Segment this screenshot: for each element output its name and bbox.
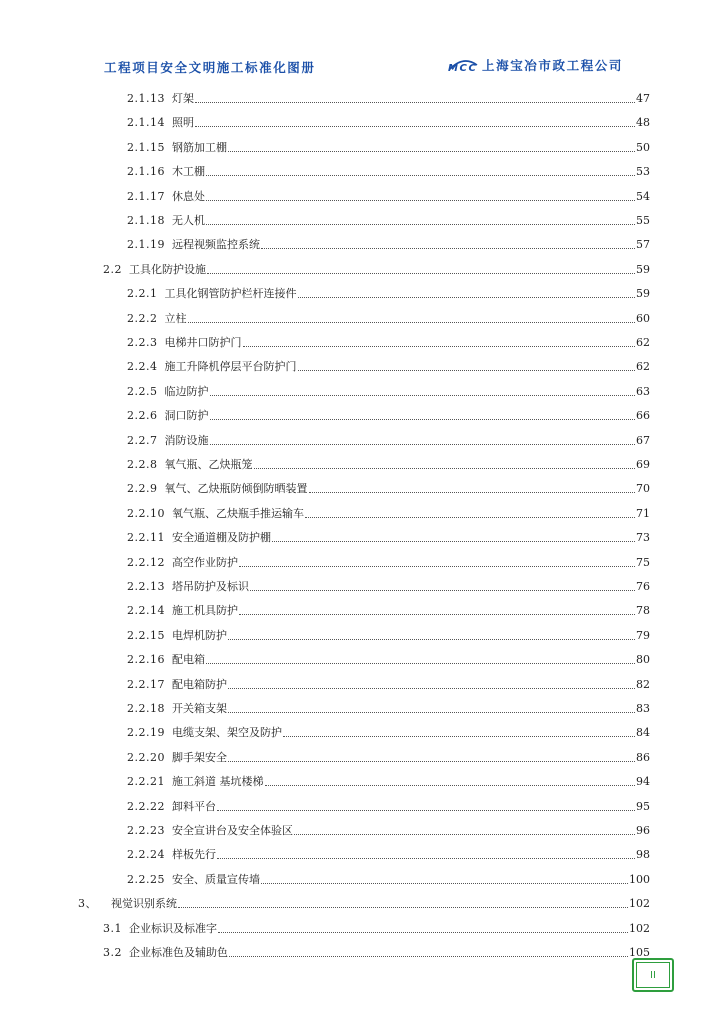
toc-leader-dots — [228, 760, 635, 762]
toc-entry-page: 63 — [636, 384, 650, 398]
toc-leader-dots — [283, 735, 635, 737]
toc-entry-number: 2.2.13 — [127, 580, 165, 593]
toc-entry-page: 59 — [636, 262, 650, 276]
toc-entry-title: 开关箱支架 — [172, 702, 227, 715]
toc-leader-dots — [229, 955, 628, 957]
toc-entry[interactable] — [103, 944, 650, 960]
toc-entry-title: 氧气瓶、乙炔瓶手推运输车 — [172, 506, 304, 520]
toc-entry-number: 2.2.3 — [127, 336, 158, 349]
toc-entry-title: 企业标识及标准字 — [129, 921, 217, 935]
toc-entry-title: 灯架 — [172, 92, 194, 105]
toc-entry-title: 样板先行 — [172, 848, 216, 862]
toc-entry-title: 工具化钢管防护栏杆连接件 — [164, 287, 297, 301]
toc-entry-title: 视觉识别系统 — [111, 897, 177, 911]
mcc-logo — [446, 57, 480, 73]
toc-entry-page: 94 — [636, 775, 650, 789]
toc-entry-title: 配电箱防护 — [172, 677, 227, 691]
toc-entry-number: 2.1.17 — [127, 189, 165, 203]
toc-leader-dots — [217, 809, 635, 811]
toc-leader-dots — [305, 516, 635, 518]
toc-entry-number: 2.1.19 — [127, 238, 165, 252]
toc-leader-dots — [207, 272, 635, 274]
toc-entry-number: 2.2.25 — [127, 872, 165, 886]
toc-entry-title: 安全通道棚及防护棚 — [172, 531, 271, 545]
toc-entry-title: 临边防护 — [164, 384, 209, 398]
toc-entry-title: 远程视频监控系统 — [172, 238, 260, 252]
toc-entry-number: 3、 — [78, 897, 97, 911]
toc-leader-dots — [265, 784, 636, 786]
toc-entry-number: 2.2 — [103, 262, 122, 276]
toc-entry-number: 2.2.2 — [127, 311, 158, 325]
toc-entry-page: 102 — [629, 921, 650, 935]
toc-entry-number: 2.2.14 — [127, 604, 165, 618]
toc-entry-page: 62 — [636, 336, 650, 349]
toc-entry[interactable] — [127, 212, 650, 228]
toc-entry-page: 48 — [636, 116, 650, 130]
toc-entry-number: 2.1.14 — [127, 116, 165, 130]
toc-entry[interactable] — [127, 773, 650, 789]
toc-entry-title: 塔吊防护及标识 — [172, 580, 249, 593]
toc-entry-number: 2.2.9 — [127, 482, 158, 496]
toc-entry-number: 3.2 — [103, 946, 122, 959]
toc-entry-page: 78 — [636, 604, 650, 618]
toc-entry[interactable] — [127, 383, 650, 399]
toc-entry-number: 2.2.6 — [127, 409, 158, 423]
toc-entry-title: 企业标准色及辅助色 — [129, 946, 228, 959]
toc-entry-page: 71 — [636, 506, 650, 520]
toc-entry-number: 2.2.4 — [127, 360, 158, 374]
toc-entry-title: 电梯井口防护门 — [164, 336, 242, 349]
toc-entry-number: 2.2.5 — [127, 384, 158, 398]
toc-leader-dots — [217, 857, 635, 859]
toc-entry-number: 3.1 — [103, 921, 122, 935]
toc-entry[interactable] — [127, 480, 650, 496]
toc-entry[interactable] — [127, 310, 650, 326]
toc-entry[interactable] — [127, 749, 650, 765]
toc-entry-number: 2.2.12 — [127, 555, 165, 569]
toc-entry-number: 2.1.13 — [127, 92, 165, 105]
toc-entry[interactable] — [127, 456, 650, 472]
toc-leader-dots — [188, 321, 636, 323]
toc-leader-dots — [298, 369, 636, 371]
toc-entry-number: 2.1.16 — [127, 165, 165, 179]
toc-entry-title: 氧气瓶、乙炔瓶笼 — [164, 458, 253, 471]
toc-entry-page: 66 — [636, 409, 650, 423]
toc-entry-title: 卸料平台 — [172, 799, 216, 813]
toc-entry-title: 工具化防护设施 — [129, 262, 206, 276]
toc-leader-dots — [272, 540, 635, 542]
toc-entry[interactable] — [127, 676, 650, 692]
toc-entry-page: 60 — [636, 311, 650, 325]
toc-entry[interactable] — [127, 407, 650, 423]
toc-entry[interactable] — [127, 334, 650, 350]
toc-entry-number: 2.2.7 — [127, 433, 158, 447]
toc-leader-dots — [243, 345, 636, 347]
toc-entry-number: 2.2.1 — [127, 287, 158, 301]
toc-entry-number: 2.2.21 — [127, 775, 165, 789]
toc-entry-number: 2.2.17 — [127, 677, 165, 691]
company-brand — [446, 56, 623, 74]
page-header — [0, 56, 724, 78]
toc-entry-page: 67 — [636, 433, 650, 447]
toc-leader-dots — [206, 174, 635, 176]
toc-entry[interactable] — [78, 895, 650, 911]
toc-entry-number: 2.2.23 — [127, 824, 165, 837]
toc-leader-dots — [250, 589, 635, 591]
toc-leader-dots — [210, 418, 636, 420]
toc-entry-number: 2.2.18 — [127, 702, 165, 715]
toc-entry-page: 47 — [636, 92, 650, 105]
toc-entry-page: 83 — [636, 702, 650, 715]
toc-entry-title: 木工棚 — [172, 165, 205, 179]
toc-entry-title: 休息处 — [172, 189, 205, 203]
toc-entry-page: 76 — [636, 580, 650, 593]
toc-entry[interactable] — [103, 920, 650, 936]
toc-entry-number: 2.2.15 — [127, 628, 165, 642]
toc-entry-page: 57 — [636, 238, 650, 252]
toc-leader-dots — [228, 150, 635, 152]
toc-entry[interactable] — [127, 724, 650, 740]
page-number-badge — [632, 958, 674, 992]
toc-entry-page: 75 — [636, 555, 650, 569]
toc-entry[interactable] — [127, 188, 650, 204]
toc-entry-page: 96 — [636, 824, 650, 837]
toc-leader-dots — [210, 443, 636, 445]
toc-entry-title: 照明 — [172, 116, 194, 130]
toc-entry-title: 安全、质量宣传墙 — [172, 872, 260, 886]
toc-entry-title: 施工升降机停层平台防护门 — [164, 360, 297, 374]
toc-entry[interactable] — [127, 90, 650, 106]
toc-entry-title: 氧气、乙炔瓶防倾倒防晒装置 — [164, 482, 308, 496]
toc-entry-title: 立柱 — [164, 311, 187, 325]
toc-leader-dots — [261, 882, 628, 884]
toc-entry-page: 102 — [629, 897, 650, 911]
toc-entry-page: 62 — [636, 360, 650, 374]
toc-leader-dots — [261, 247, 635, 249]
toc-entry-number: 2.1.18 — [127, 214, 165, 227]
toc-entry-page: 105 — [629, 946, 650, 959]
toc-entry-title: 施工机具防护 — [172, 604, 238, 618]
toc-entry-page: 54 — [636, 189, 650, 203]
toc-entry-page: 84 — [636, 726, 650, 740]
toc-entry[interactable] — [127, 529, 650, 545]
toc-entry-page: 86 — [636, 750, 650, 764]
toc-entry-page: 98 — [636, 848, 650, 862]
toc-entry[interactable] — [127, 236, 650, 252]
toc-entry-number: 2.2.8 — [127, 458, 158, 471]
toc-leader-dots — [309, 491, 636, 493]
toc-leader-dots — [210, 394, 636, 396]
toc-entry[interactable] — [127, 505, 650, 521]
toc-leader-dots — [206, 662, 635, 664]
toc-entry-title: 高空作业防护 — [172, 555, 238, 569]
toc-entry[interactable] — [127, 846, 650, 862]
toc-entry-page: 50 — [636, 140, 650, 154]
toc-entry-title: 无人机 — [172, 214, 205, 227]
toc-entry-title: 脚手架安全 — [172, 750, 227, 764]
toc-entry-number: 2.2.11 — [127, 531, 165, 545]
toc-entry[interactable] — [127, 285, 650, 301]
toc-entry-page: 53 — [636, 165, 650, 179]
toc-entry-page: 69 — [636, 458, 650, 471]
toc-entry[interactable] — [103, 261, 650, 277]
toc-entry-number: 2.2.24 — [127, 848, 165, 862]
toc-leader-dots — [228, 711, 635, 713]
toc-entry-page: 95 — [636, 799, 650, 813]
toc-entry-number: 2.2.20 — [127, 750, 165, 764]
toc-leader-dots — [239, 613, 635, 615]
toc-entry[interactable] — [127, 432, 650, 448]
toc-entry-page: 79 — [636, 628, 650, 642]
toc-entry[interactable] — [127, 358, 650, 374]
logo-text: MCC — [448, 63, 478, 73]
toc-entry[interactable] — [127, 554, 650, 570]
toc-entry[interactable] — [127, 871, 650, 887]
toc-entry[interactable] — [127, 651, 650, 667]
toc-entry[interactable] — [127, 114, 650, 130]
toc-leader-dots — [206, 199, 635, 201]
toc-entry-page: 73 — [636, 531, 650, 545]
toc-entry[interactable] — [127, 627, 650, 643]
toc-leader-dots — [206, 223, 635, 225]
toc-entry-number: 2.1.15 — [127, 140, 165, 154]
toc-entry-title: 消防设施 — [164, 433, 209, 447]
toc-entry-page: 55 — [636, 214, 650, 227]
toc-leader-dots — [294, 833, 635, 835]
toc-entry-number: 2.2.19 — [127, 726, 165, 740]
toc-leader-dots — [239, 565, 635, 567]
toc-entry[interactable] — [127, 602, 650, 618]
toc-entry[interactable] — [127, 798, 650, 814]
toc-leader-dots — [178, 906, 628, 908]
toc-entry-title: 施工斜道 基坑楼梯 — [172, 775, 264, 789]
toc-leader-dots — [298, 296, 636, 298]
toc-entry-page: 80 — [636, 653, 650, 667]
toc-entry-page: 70 — [636, 482, 650, 496]
toc-leader-dots — [218, 931, 628, 933]
page-number: II — [636, 962, 670, 988]
toc-entry[interactable] — [127, 822, 650, 838]
toc-entry-number: 2.2.16 — [127, 653, 165, 667]
toc-leader-dots — [195, 101, 635, 103]
document-title: 工程项目安全文明施工标准化图册 — [104, 60, 316, 75]
toc-entry[interactable] — [127, 700, 650, 716]
toc-entry-title: 电焊机防护 — [172, 628, 227, 642]
toc-leader-dots — [228, 638, 635, 640]
toc-entry-title: 安全宣讲台及安全体验区 — [172, 824, 293, 837]
toc-leader-dots — [254, 467, 636, 469]
toc-entry-page: 82 — [636, 677, 650, 691]
toc-entry[interactable] — [127, 139, 650, 155]
toc-leader-dots — [228, 687, 635, 689]
toc-entry-number: 2.2.10 — [127, 506, 165, 520]
toc-entry-title: 钢筋加工棚 — [172, 140, 227, 154]
toc-entry-title: 配电箱 — [172, 653, 205, 667]
company-name: 上海宝冶市政工程公司 — [482, 58, 624, 73]
toc-entry-title: 电缆支架、架空及防护 — [172, 726, 282, 740]
toc-entry-page: 100 — [629, 872, 650, 886]
toc-entry[interactable] — [127, 578, 650, 594]
toc-entry-number: 2.2.22 — [127, 799, 165, 813]
toc-leader-dots — [195, 125, 635, 127]
toc-entry-title: 洞口防护 — [164, 409, 209, 423]
toc-entry-page: 59 — [636, 287, 650, 301]
toc-entry[interactable] — [127, 163, 650, 179]
